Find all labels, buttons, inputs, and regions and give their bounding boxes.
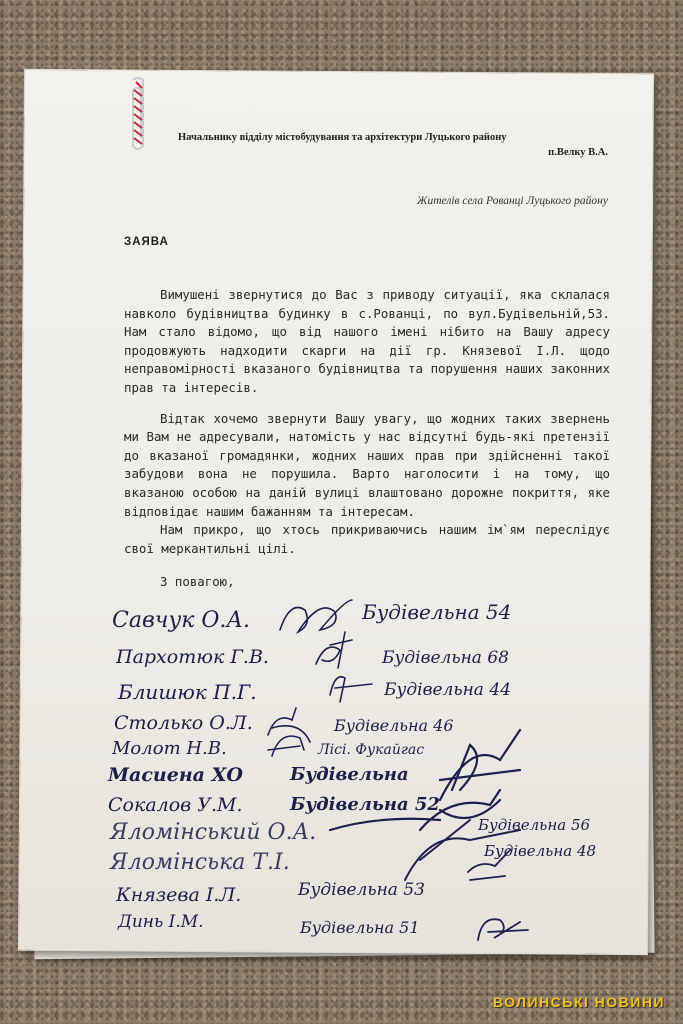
signature-name: Молот Н.В. xyxy=(112,738,227,759)
signature-address: Будівельна 52 xyxy=(290,794,440,815)
letter-body xyxy=(124,286,610,558)
signature-address: Будівельна 48 xyxy=(484,842,597,860)
signature-address: Будівельна xyxy=(290,764,409,785)
addressee-line1: Начальнику відділу містобудування та архітектури Луцького району xyxy=(178,132,507,143)
addressee-line2: п.Велку В.А. xyxy=(548,147,608,158)
paragraph-3: Нам прикро, що хтось прикриваючись нашим ім`ям переслідує свої меркантильні цілі. xyxy=(124,522,610,556)
paragraph-2: Відтак хочемо звернути Вашу увагу, що жодних таких звернень ми Вам не адресували, натомість у нас відсутні будь-які претензії до вказаної громадянки, жодних наших прав при здійсненні такої забудови вона не порушила. Варто наголосити і на тому, що вказаною особою на даній вулиці влаштовано дорожне покриття, яке відповідає нашим бажанням та інтересам. xyxy=(124,410,610,519)
signature-name: Пархотюк Г.В. xyxy=(116,646,269,668)
signature-address: Будівельна 54 xyxy=(362,600,512,624)
signature-address: Будівельна 53 xyxy=(298,880,425,900)
signature-address: Будівельна 51 xyxy=(300,918,420,937)
signature-name: Столько О.Л. xyxy=(114,712,253,734)
publisher-watermark: ВОЛИНСЬКІ НОВИНИ xyxy=(492,994,665,1010)
signature-name: Динь І.М. xyxy=(118,912,204,932)
signature-name: Масиена ХО xyxy=(108,764,243,786)
signature-address: Будівельна 46 xyxy=(334,716,454,735)
signature-name: Блишюк П.Г. xyxy=(118,680,257,704)
sender-line: Жителів села Рованці Луцького району xyxy=(416,195,608,207)
paragraph-1: Вимушені звернутися до Вас з приводу ситуації, яка склалася навколо будівництва будинку в с.Рованці, по вул.Будівельній,53. Нам стало відомо, що від нашого імені нібито на Вашу адресу продовжують надходити скарги на дії гр. Князевої І.Л. щодо неправомірності вказаного будівництва та порушення наших законних прав та інтересів. xyxy=(124,287,610,395)
document-title: ЗАЯВА xyxy=(124,236,169,248)
signature-address: Будівельна 44 xyxy=(384,680,511,700)
paperclip-icon xyxy=(128,76,148,154)
signature-name: Савчук О.А. xyxy=(112,608,251,633)
signature-name: Князева І.Л. xyxy=(116,884,242,906)
signature-address: Лісі. Фукайгас xyxy=(318,742,425,758)
closing-regards: З повагою, xyxy=(160,574,235,589)
addressee-block xyxy=(178,130,608,160)
signature-address: Будівельна 68 xyxy=(382,648,509,668)
signature-name: Яломінська Т.І. xyxy=(110,850,290,875)
signature-name: Сокалов У.М. xyxy=(108,794,243,816)
signature-address: Будівельна 56 xyxy=(478,816,591,834)
signature-name: Яломінський О.А. xyxy=(110,820,317,845)
